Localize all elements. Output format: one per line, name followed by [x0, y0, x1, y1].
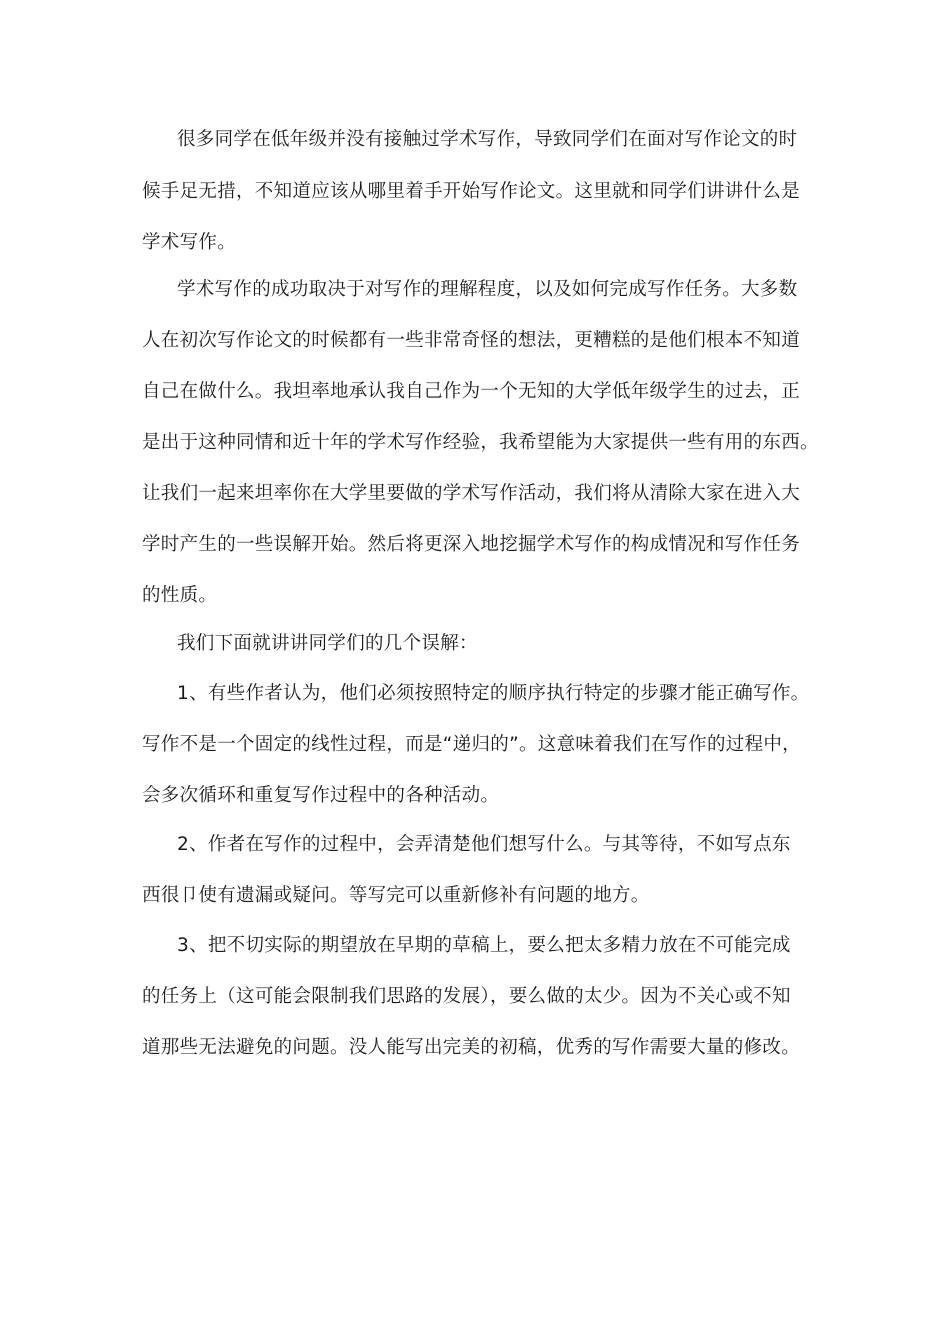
paragraph-2-line-5: 让我们一起来坦率你在大学里要做的学术写作活动，我们将从清除大家在进入大	[142, 483, 801, 504]
paragraph-1-line-3: 学术写作。	[142, 232, 237, 253]
paragraph-2-line-2: 人在初次写作论文的时候都有一些非常奇怪的想法，更糟糕的是他们根本不知道	[142, 330, 801, 351]
paragraph-2-line-7: 的性质。	[142, 585, 218, 606]
paragraph-6-line-3: 道那些无法避免的问题。没人能写出完美的初稿，优秀的写作需要大量的修改。	[142, 1037, 801, 1058]
paragraph-2-line-6: 学时产生的一些误解开始。然后将更深入地挖掘学术写作的构成情况和写作任务	[142, 534, 801, 555]
paragraph-4-line-1: 1、有些作者认为，他们必须按照特定的顺序执行特定的步骤才能正确写作。	[177, 683, 810, 704]
paragraph-3-line-1: 我们下面就讲讲同学们的几个误解：	[177, 633, 478, 654]
paragraph-6-line-2: 的任务上（这可能会限制我们思路的发展），要么做的太少。因为不关心或不知	[142, 986, 791, 1007]
paragraph-2-line-1: 学术写作的成功取决于对写作的理解程度，以及如何完成写作任务。大多数	[177, 279, 798, 300]
paragraph-1-line-2: 候手足无措，不知道应该从哪里着手开始写作论文。这里就和同学们讲讲什么是	[142, 181, 801, 202]
paragraph-1-line-1: 很多同学在低年级并没有接触过学术写作，导致同学们在面对写作论文的时	[177, 129, 798, 150]
paragraph-5-line-1: 2、作者在写作的过程中，会弄清楚他们想写什么。与其等待，不如写点东	[177, 834, 791, 855]
paragraph-5-line-2: 西很卩使有遗漏或疑问。等写完可以重新修补有问题的地方。	[142, 885, 650, 906]
paragraph-2-line-4: 是出于这种同情和近十年的学术写作经验，我希望能为大家提供一些有用的东西。	[142, 432, 819, 453]
paragraph-4-line-3: 会多次循环和重复写作过程中的各种活动。	[142, 785, 500, 806]
paragraph-6-line-1: 3、把不切实际的期望放在早期的草稿上，要么把太多精力放在不可能完成	[177, 935, 791, 956]
paragraph-2-line-3: 自己在做什么。我坦率地承认我自己作为一个无知的大学低年级学生的过去，正	[142, 381, 801, 402]
paragraph-4-line-2: 写作不是一个固定的线性过程，而是“递归的”。这意味着我们在写作的过程中，	[142, 734, 801, 755]
